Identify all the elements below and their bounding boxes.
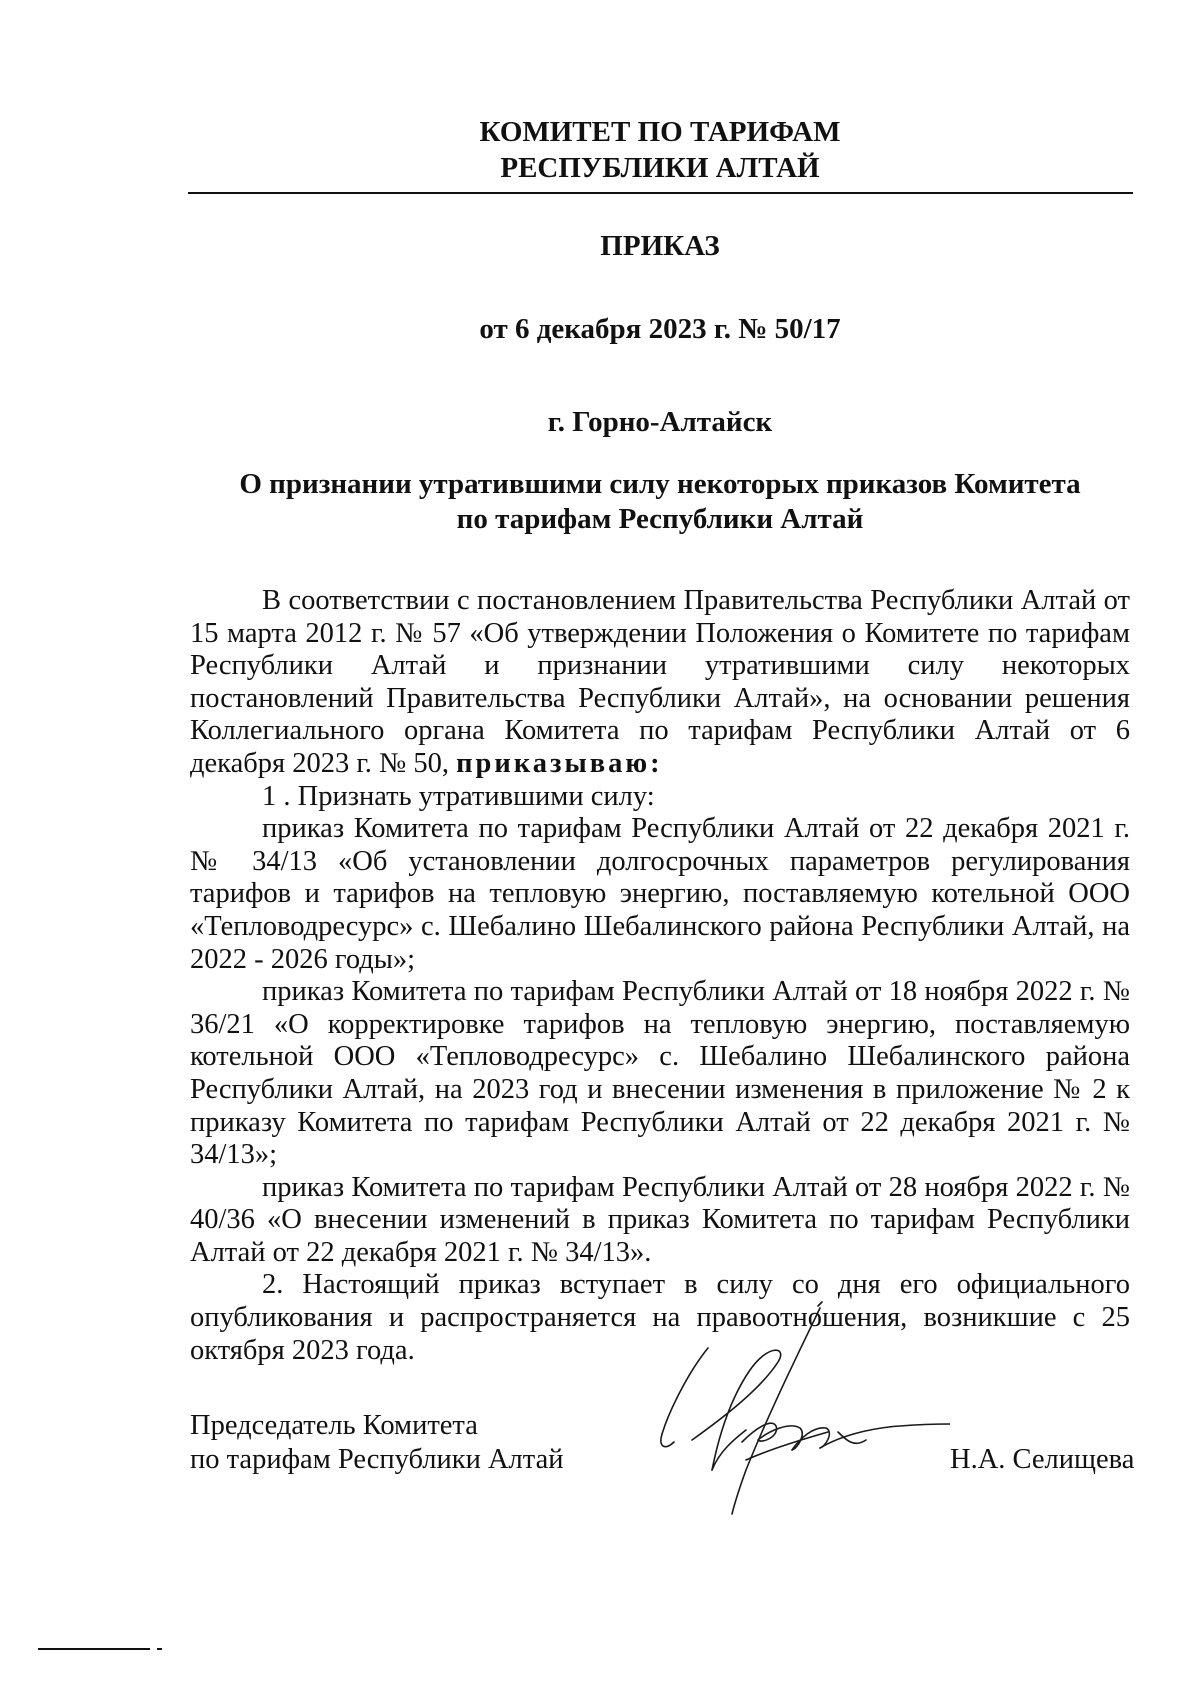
org-name-line2: РЕСПУБЛИКИ АЛТАЙ [500, 152, 820, 184]
preamble-text: В соответствии с постановлением Правительства Республики Алтай от 15 марта 2012 г. № 57 «Об утверждении Положения о Комитете по тарифам Республики Алтай и признании утратившими силу некоторых постановлений Правительства Республики Алтай», на основании решения Коллегиального органа Комитета по тарифам Республики Алтай от 6 декабря 2023 г. № 50, [190, 585, 1130, 779]
subject-line1: О признании утратившими силу некоторых приказов Комитета [239, 468, 1081, 500]
signatory-name: Н.А. Селищева [950, 1444, 1135, 1475]
order-word: приказываю: [456, 747, 663, 779]
item-1-c: приказ Комитета по тарифам Республики Алтай от 28 ноября 2022 г. № 40/36 «О внесении изменений в приказ Комитета по тарифам Республики Алтай от 22 декабря 2021 г. № 34/13». [190, 1171, 1130, 1268]
preamble-paragraph [190, 585, 1130, 781]
document-body [190, 585, 1130, 1367]
footer-mark [38, 1648, 150, 1650]
position-line1: Председатель Комитета [190, 1410, 478, 1441]
subject-line2: по тарифам Республики Алтай [456, 503, 864, 535]
org-name-line1: КОМИТЕТ ПО ТАРИФАМ [479, 116, 841, 148]
item-2: 2. Настоящий приказ вступает в силу со дня его официального опубликования и распространяется на правоотношения, возникшие с 25 октября 2023 года. [190, 1269, 1130, 1366]
handwritten-signature [650, 1300, 950, 1520]
item-1: 1 . Признать утратившими силу: [262, 780, 655, 812]
document-type: ПРИКАЗ [600, 230, 720, 262]
position-line2: по тарифам Республики Алтай [190, 1444, 564, 1475]
item-1-b: приказ Комитета по тарифам Республики Алтай от 18 ноября 2022 г. № 36/21 «О корректировке тарифов на тепловую энергию, поставляемую котельной ООО «Тепловодресурс» с. Шебалино Шебалинского района Республики Алтай, на 2023 год и внесении изменения в приложение № 2 к приказу Комитета по тарифам Республики Алтай от 22 декабря 2021 г. № 34/13»; [190, 976, 1130, 1171]
item-1-a: приказ Комитета по тарифам Республики Алтай от 22 декабря 2021 г. № 34/13 «Об установлении долгосрочных параметров регулирования тарифов и тарифов на тепловую энергию, поставляемую котельной ООО «Тепловодресурс» с. Шебалино Шебалинского района Республики Алтай, на 2022 - 2026 годы»; [190, 813, 1130, 975]
signatory-position [190, 1409, 563, 1477]
date-and-number: от 6 декабря 2023 г. № 50/17 [479, 313, 841, 345]
city: г. Горно-Алтайск [547, 406, 773, 438]
footer-dot [157, 1648, 162, 1650]
header-divider [188, 192, 1133, 194]
